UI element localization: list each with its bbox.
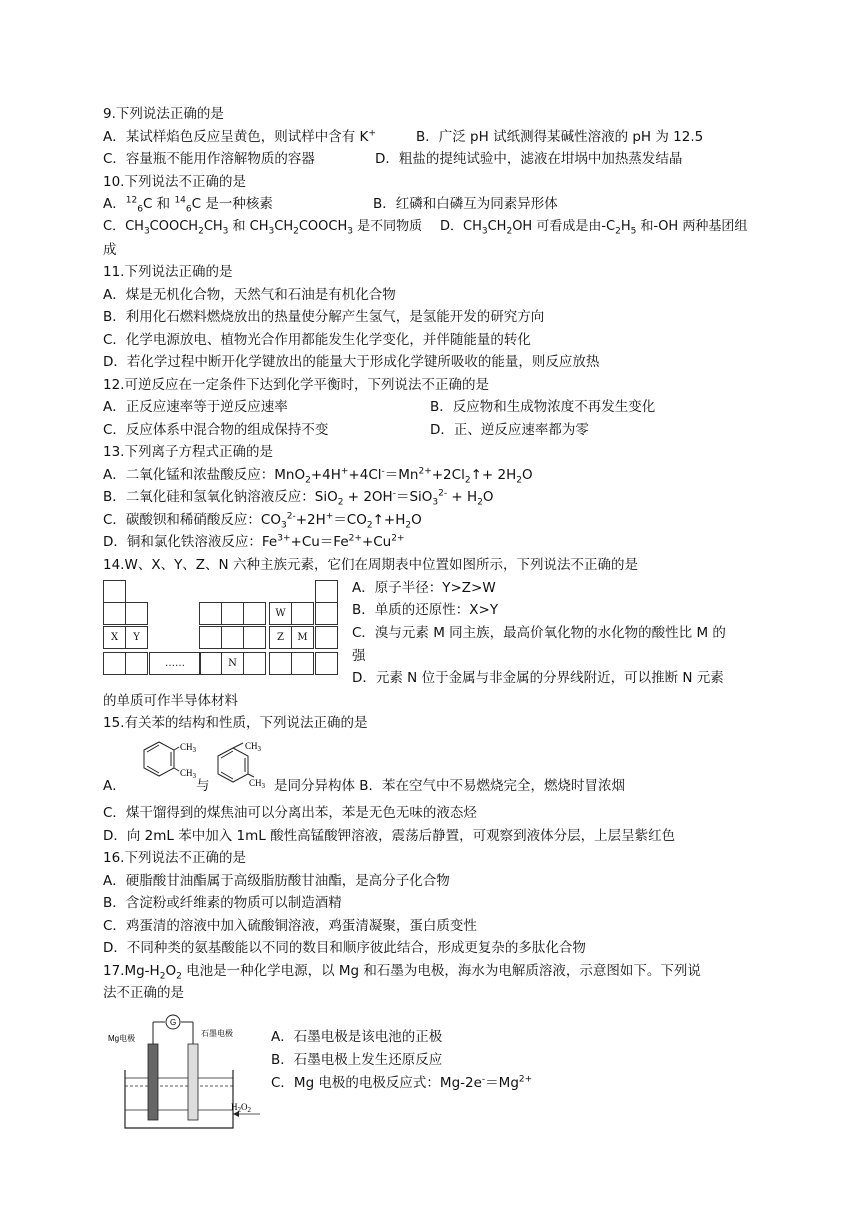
- t: 17.Mg-H: [103, 963, 160, 979]
- s: 2: [337, 497, 344, 508]
- pt-cell-n: N: [221, 652, 244, 675]
- t: C．Mg 电极的电极反应式：Mg-2e: [271, 1075, 482, 1091]
- q17-stem-cont: 法不正确的是: [103, 985, 184, 1001]
- t: OH 可看成是由-C: [512, 219, 616, 234]
- t: +4Cl: [348, 467, 382, 483]
- pt-cell: [291, 602, 314, 625]
- battery-diagram: [105, 1010, 265, 1135]
- s: 2: [159, 971, 166, 982]
- t: ↑+ 2H: [470, 467, 517, 483]
- q10-a-num1: 6: [137, 204, 143, 215]
- mg-electrode: [148, 1044, 158, 1120]
- q10-a-mass2: 14: [174, 195, 186, 206]
- q17-option-b: B．石墨电极上发生还原反应: [271, 1052, 443, 1068]
- t: +Cu＝Fe: [290, 534, 349, 550]
- s: 2: [615, 226, 621, 237]
- t: +4H: [310, 467, 341, 483]
- q14-option-c-cont: 强: [352, 648, 366, 664]
- ch3-label: $CH_3$: [180, 742, 197, 754]
- question-9-stem: 9.下列说法正确的是: [103, 106, 224, 122]
- t: 和 CH: [228, 219, 269, 234]
- t: + H: [447, 489, 478, 505]
- q16-option-a: A．硬脂酸甘油酯属于高级脂肪酸甘油酯，是高分子化合物: [103, 873, 450, 889]
- t: 和-OH 两种基团组: [636, 219, 748, 234]
- pt-cell: [199, 602, 222, 625]
- s: 2: [366, 520, 373, 531]
- pt-cell-m: M: [291, 626, 314, 649]
- ch3-label: $CH_3$: [180, 768, 197, 780]
- pt-cell: [199, 652, 222, 675]
- q10-option-a: [103, 194, 273, 214]
- g-label: G: [170, 1018, 177, 1027]
- q11-option-c: C．化学电源放电、植物光合作用都能发生化学变化，并伴随能量的转化: [103, 332, 531, 348]
- mg-electrode-label: Mg电极: [108, 1034, 136, 1043]
- pt-cell-w: W: [269, 602, 292, 625]
- t: +2Cl: [431, 467, 465, 483]
- q10-a-c2: C 是一种核素: [191, 196, 273, 212]
- q14-option-d: D．元素 N 位于金属与非金属的分界线附近，可以推断 N 元素: [352, 670, 724, 686]
- s: 3: [481, 226, 488, 237]
- s: 2: [176, 971, 182, 982]
- pt-cell-dots: ……: [149, 652, 201, 675]
- t: + 2OH: [343, 489, 393, 505]
- t: O: [482, 489, 494, 505]
- pt-cell: [125, 652, 148, 675]
- t: COOCH: [298, 219, 348, 234]
- pt-cell: [315, 580, 338, 603]
- t: C．CH: [103, 219, 144, 234]
- s: 2: [477, 497, 483, 508]
- q14-option-c: C．溴与元素 M 同主族，最高价氧化物的水化物的酸性比 M 的: [352, 625, 726, 641]
- q15-option-d: D．向 2mL 苯中加入 1mL 酸性高锰酸钾溶液，震荡后静置，可观察到液体分层，上层呈紫红色: [103, 828, 676, 844]
- s: +: [340, 466, 349, 477]
- s: 2: [506, 226, 513, 237]
- t: ＝CO: [333, 512, 367, 528]
- t: CH: [274, 219, 294, 234]
- t: 是不同物质: [353, 219, 423, 234]
- s: 2: [464, 475, 471, 486]
- ch3-label: $CH_3$: [245, 741, 262, 753]
- q13-option-a: [103, 465, 533, 485]
- q12-option-a: A．正反应速率等于逆反应速率: [103, 399, 288, 415]
- pt-cell: [269, 652, 292, 675]
- graphite-electrode-label: 石墨电极: [201, 1029, 233, 1038]
- q12-option-d: D．正、逆反应速率都为零: [430, 422, 589, 438]
- periodic-table-fragment: [103, 580, 340, 676]
- q9-a-text: A．某试样焰色反应呈黄色，则试样中含有 K: [103, 129, 369, 145]
- pt-cell-z: Z: [269, 626, 292, 649]
- q15-a-label: A．: [103, 778, 126, 794]
- t: ＝Mg: [485, 1075, 519, 1091]
- s: 2: [405, 520, 412, 531]
- q9-option-d: D．粗盐的提纯试验中，滤液在坩埚中加热蒸发结晶: [375, 151, 683, 167]
- pt-cell-x: X: [103, 626, 126, 649]
- t: CH: [487, 219, 507, 234]
- q10-a-c1: C 和: [142, 196, 175, 212]
- q11-option-b: B．利用化石燃料燃烧放出的热量使分解产生氢气，是氢能开发的研究方向: [103, 309, 545, 325]
- h2o2-label: $H_2O_2$: [231, 1102, 251, 1114]
- t: O: [411, 512, 422, 528]
- t: ↑+H: [372, 512, 406, 528]
- pt-cell: [315, 602, 338, 625]
- question-10-stem: 10.下列说法不正确的是: [103, 174, 246, 190]
- q10-option-b: B．红磷和白磷互为同素异形体: [373, 196, 558, 212]
- q13-option-b: [103, 487, 494, 507]
- q10-option-c: [103, 217, 422, 237]
- q11-option-d: D．若化学过程中断开化学键放出的能量大于形成化学键所吸收的能量，则反应放热: [103, 354, 600, 370]
- question-14-stem: 14.W、X、Y、Z、N 六种主族元素，它们在周期表中位置如图所示，下列说法不正确的是: [103, 557, 638, 573]
- q16-option-c: C．鸡蛋清的溶液中加入硫酸铜溶液，鸡蛋清凝聚，蛋白质变性: [103, 918, 477, 934]
- pt-cell: [221, 626, 244, 649]
- q14-option-b: B．单质的还原性：X>Y: [352, 602, 499, 618]
- q9-option-b: B．广泛 pH 试纸测得某碱性溶液的 pH 为 12.5: [416, 129, 704, 145]
- question-16-stem: 16.下列说法不正确的是: [103, 850, 246, 866]
- t: 电池是一种化学电源，以 Mg 和石墨为电极，海水为电解质溶液，示意图如下。下列说: [181, 963, 701, 979]
- s: 2+: [348, 533, 362, 544]
- s: 3: [280, 520, 287, 531]
- pt-cell: [291, 652, 314, 675]
- s: -: [392, 488, 396, 499]
- q11-option-a: A．煤是无机化合物，天然气和石油是有机化合物: [103, 287, 396, 303]
- q12-option-c: C．反应体系中混合物的组成保持不变: [103, 422, 329, 438]
- pt-cell: [221, 602, 244, 625]
- t: +Cu: [361, 534, 392, 550]
- q15-option-c: C．煤干馏得到的煤焦油可以分离出苯，苯是无色无味的液态烃: [103, 805, 477, 821]
- q13-option-c: [103, 510, 422, 530]
- t: +2H: [295, 512, 326, 528]
- q10-a-num2: 6: [185, 204, 192, 215]
- s: 2: [516, 475, 522, 486]
- s: 2+: [518, 1074, 533, 1085]
- q14-option-d-cont: 的单质可作半导体材料: [103, 693, 238, 709]
- s: 3: [222, 226, 229, 237]
- t: A．二氧化锰和浓盐酸反应：MnO: [103, 467, 306, 483]
- s: 2-: [438, 488, 448, 499]
- s: 2+: [418, 466, 432, 477]
- pt-cell-y: Y: [125, 626, 148, 649]
- t: D．CH: [440, 219, 482, 234]
- graphite-electrode: [188, 1044, 198, 1120]
- t: ＝SiO: [395, 489, 433, 505]
- s: 2: [198, 226, 204, 237]
- pt-cell: [243, 652, 266, 675]
- s: 2-: [286, 511, 296, 522]
- q10-a-mass1: 12: [125, 195, 138, 206]
- t: H: [620, 219, 631, 234]
- t: B．二氧化硅和氢氧化钠溶液反应：SiO: [103, 489, 338, 505]
- t: COOCH: [149, 219, 199, 234]
- t: D．铜和氯化铁溶液反应：Fe: [103, 534, 278, 550]
- question-13-stem: 13.下列离子方程式正确的是: [103, 444, 273, 460]
- pt-cell: [315, 626, 338, 649]
- q9-option-a: [103, 127, 376, 147]
- q13-option-d: [103, 532, 405, 552]
- question-12-stem: 12.可逆反应在一定条件下达到化学平衡时，下列说法不正确的是: [103, 377, 489, 393]
- s: -: [481, 1074, 486, 1085]
- t: ＝Mn: [384, 467, 419, 483]
- pt-cell: [103, 652, 126, 675]
- s: +: [325, 511, 334, 522]
- pt-cell: [125, 602, 148, 625]
- q16-option-d: D．不同种类的氨基酸能以不同的数目和顺序彼此结合，形成更复杂的多肽化合物: [103, 940, 586, 956]
- q15-a-mid: 与: [196, 778, 210, 794]
- q9-a-sup: +: [368, 128, 376, 139]
- q15-a-post: 是同分异构体 B．苯在空气中不易燃烧完全，燃烧时冒浓烟: [274, 778, 626, 794]
- t: C．碳酸钡和稀硝酸反应：CO: [103, 512, 281, 528]
- pt-cell: [103, 580, 126, 603]
- question-15-stem: 15.有关苯的结构和性质，下列说法正确的是: [103, 715, 368, 731]
- q10-option-d: [440, 217, 747, 237]
- t: O: [521, 467, 533, 483]
- s: 2+: [391, 533, 405, 544]
- t: CH: [203, 219, 223, 234]
- s: 3: [347, 226, 353, 237]
- q16-option-b: B．含淀粉或纤维素的物质可以制造酒精: [103, 895, 342, 911]
- s: 2: [305, 475, 311, 486]
- s: -: [381, 466, 385, 477]
- q17-option-a: A．石墨电极是该电池的正极: [271, 1029, 443, 1045]
- q14-option-a: A．原子半径：Y>Z>W: [352, 580, 496, 596]
- s: 3: [143, 226, 150, 237]
- ortho-xylene-structure: [124, 736, 197, 796]
- pt-cell: [243, 626, 266, 649]
- t: O: [165, 963, 177, 979]
- q10-option-d-cont: 成: [103, 242, 117, 258]
- pt-cell: [199, 626, 222, 649]
- pt-cell: [315, 652, 338, 675]
- q17-option-c: [271, 1073, 532, 1093]
- pt-cell: [243, 602, 266, 625]
- s: 3: [432, 497, 439, 508]
- ortho-xylene-structure-2: [208, 736, 280, 796]
- question-11-stem: 11.下列说法正确的是: [103, 264, 233, 280]
- q12-option-b: B．反应物和生成物浓度不再发生变化: [430, 399, 656, 415]
- ch3-label: $CH_3$: [249, 778, 266, 790]
- s: 3+: [277, 533, 291, 544]
- pt-cell: [103, 602, 126, 625]
- question-17-stem: [103, 961, 701, 981]
- q10-a-label: A．: [103, 196, 126, 212]
- s: 2: [293, 226, 299, 237]
- s: 5: [630, 226, 637, 237]
- s: 3: [268, 226, 275, 237]
- q9-option-c: C．容量瓶不能用作溶解物质的容器: [103, 151, 315, 167]
